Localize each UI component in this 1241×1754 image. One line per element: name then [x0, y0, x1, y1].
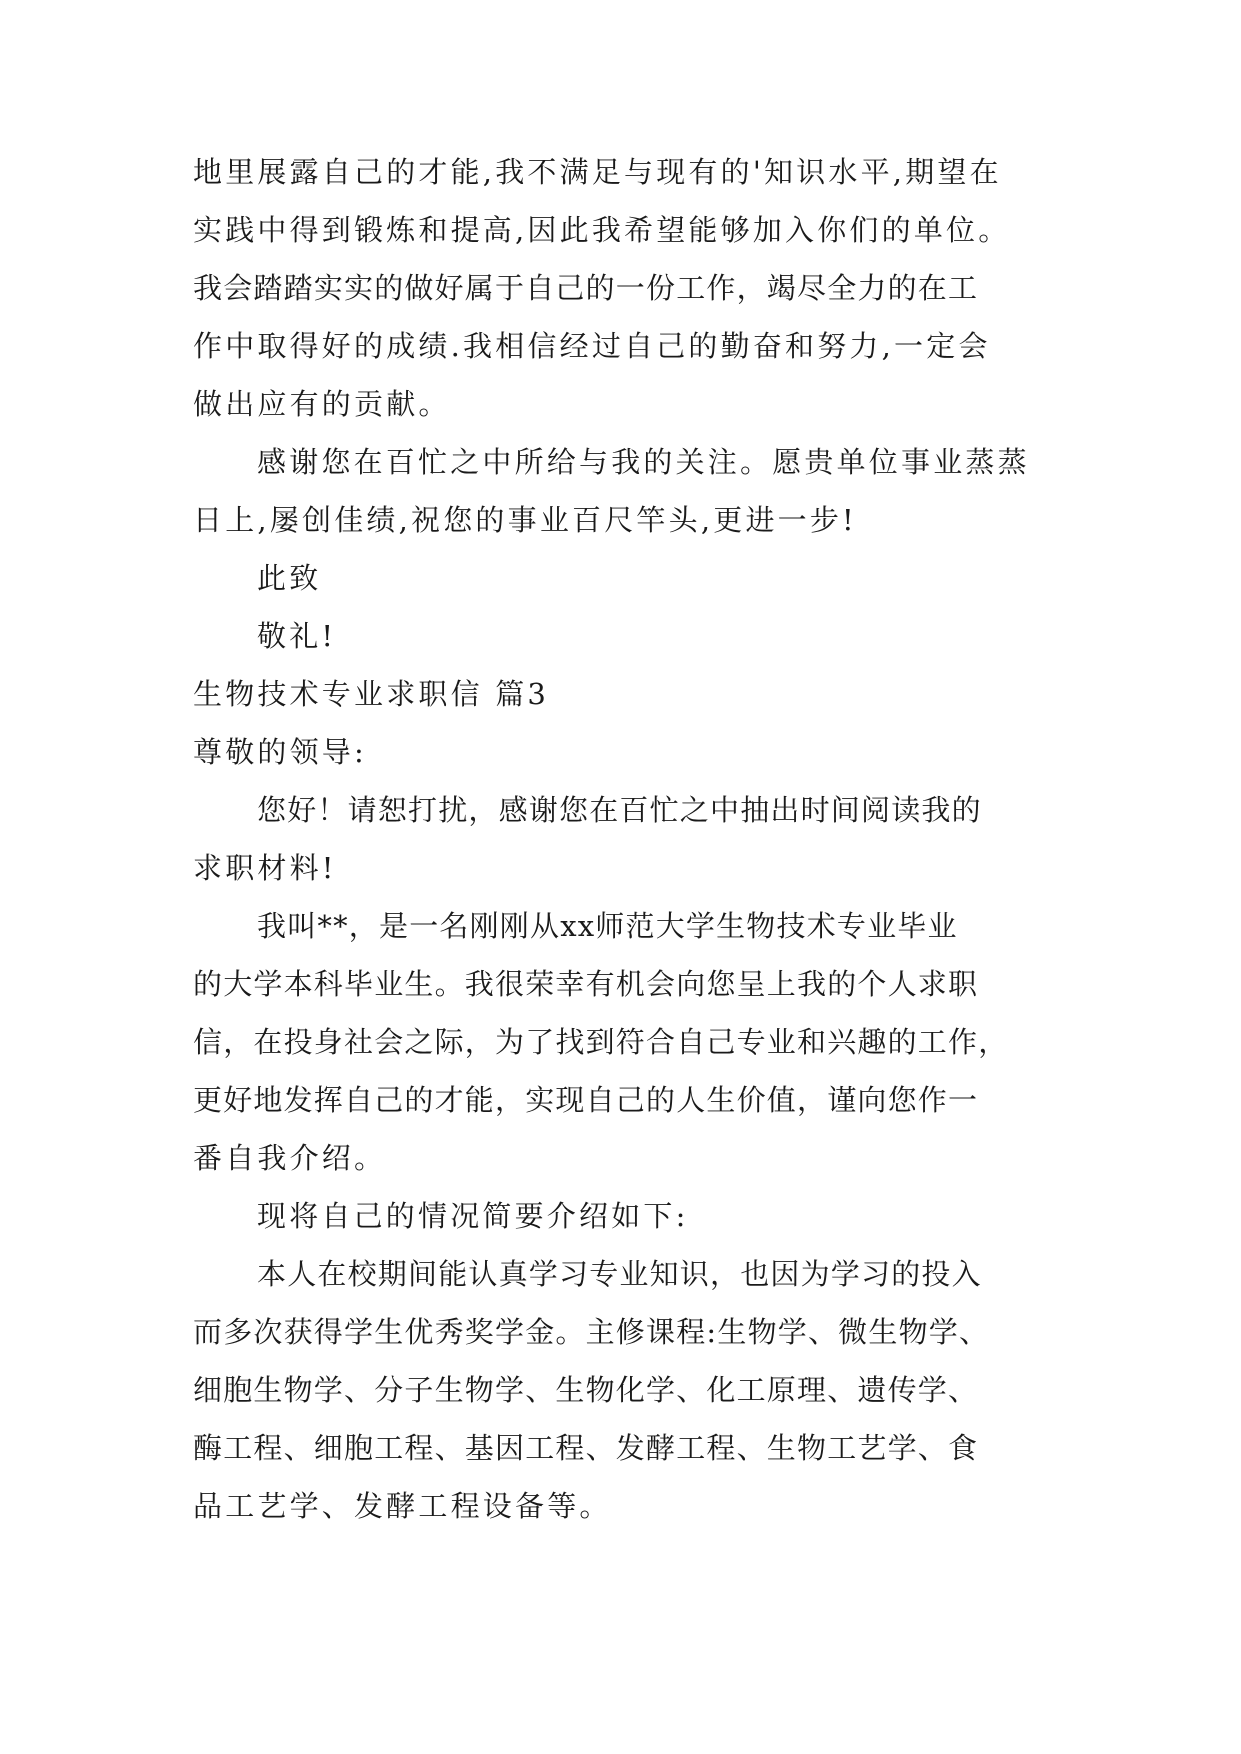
body-line: 我会踏踏实实的做好属于自己的一份工作，竭尽全力的在工 [193, 271, 979, 305]
paragraph-first-line: 本人在校期间能认真学习专业知识，也因为学习的投入 [257, 1257, 982, 1291]
closing-salutation: 敬礼! [257, 619, 337, 653]
body-line: 信，在投身社会之际，为了找到符合自己专业和兴趣的工作， [193, 1025, 1009, 1059]
closing-salutation: 此致 [257, 561, 322, 595]
paragraph-first-line: 您好！请恕打扰，感谢您在百忙之中抽出时间阅读我的 [257, 793, 982, 827]
paragraph-first-line: 现将自己的情况简要介绍如下: [257, 1199, 689, 1233]
body-line: 求职材料! [193, 851, 337, 885]
section-title: 生物技术专业求职信 篇3 [193, 677, 550, 711]
body-line: 番自我介绍。 [193, 1141, 387, 1175]
body-line: 实践中得到锻炼和提高,因此我希望能够加入你们的单位。 [193, 213, 1011, 247]
body-line: 日上,屡创佳绩,祝您的事业百尺竿头,更进一步! [193, 503, 857, 537]
body-line: 更好地发挥自己的才能，实现自己的人生价值，谨向您作一 [193, 1083, 979, 1117]
greeting: 尊敬的领导: [193, 735, 367, 769]
body-line: 作中取得好的成绩.我相信经过自己的勤奋和努力,一定会 [193, 329, 991, 363]
body-line: 细胞生物学、分子生物学、生物化学、化工原理、遗传学、 [193, 1373, 979, 1407]
body-line: 的大学本科毕业生。我很荣幸有机会向您呈上我的个人求职 [193, 967, 979, 1001]
body-line: 而多次获得学生优秀奖学金。主修课程:生物学、微生物学、 [193, 1315, 990, 1349]
body-line: 做出应有的贡献。 [193, 387, 451, 421]
paragraph-first-line: 感谢您在百忙之中所给与我的关注。愿贵单位事业蒸蒸 [257, 445, 1030, 479]
paragraph-first-line: 我叫**，是一名刚刚从xx师范大学生物技术专业毕业 [257, 909, 958, 943]
body-line: 酶工程、细胞工程、基因工程、发酵工程、生物工艺学、食 [193, 1431, 979, 1465]
body-line: 品工艺学、发酵工程设备等。 [193, 1489, 612, 1523]
body-line: 地里展露自己的才能,我不满足与现有的'知识水平,期望在 [193, 155, 1002, 189]
